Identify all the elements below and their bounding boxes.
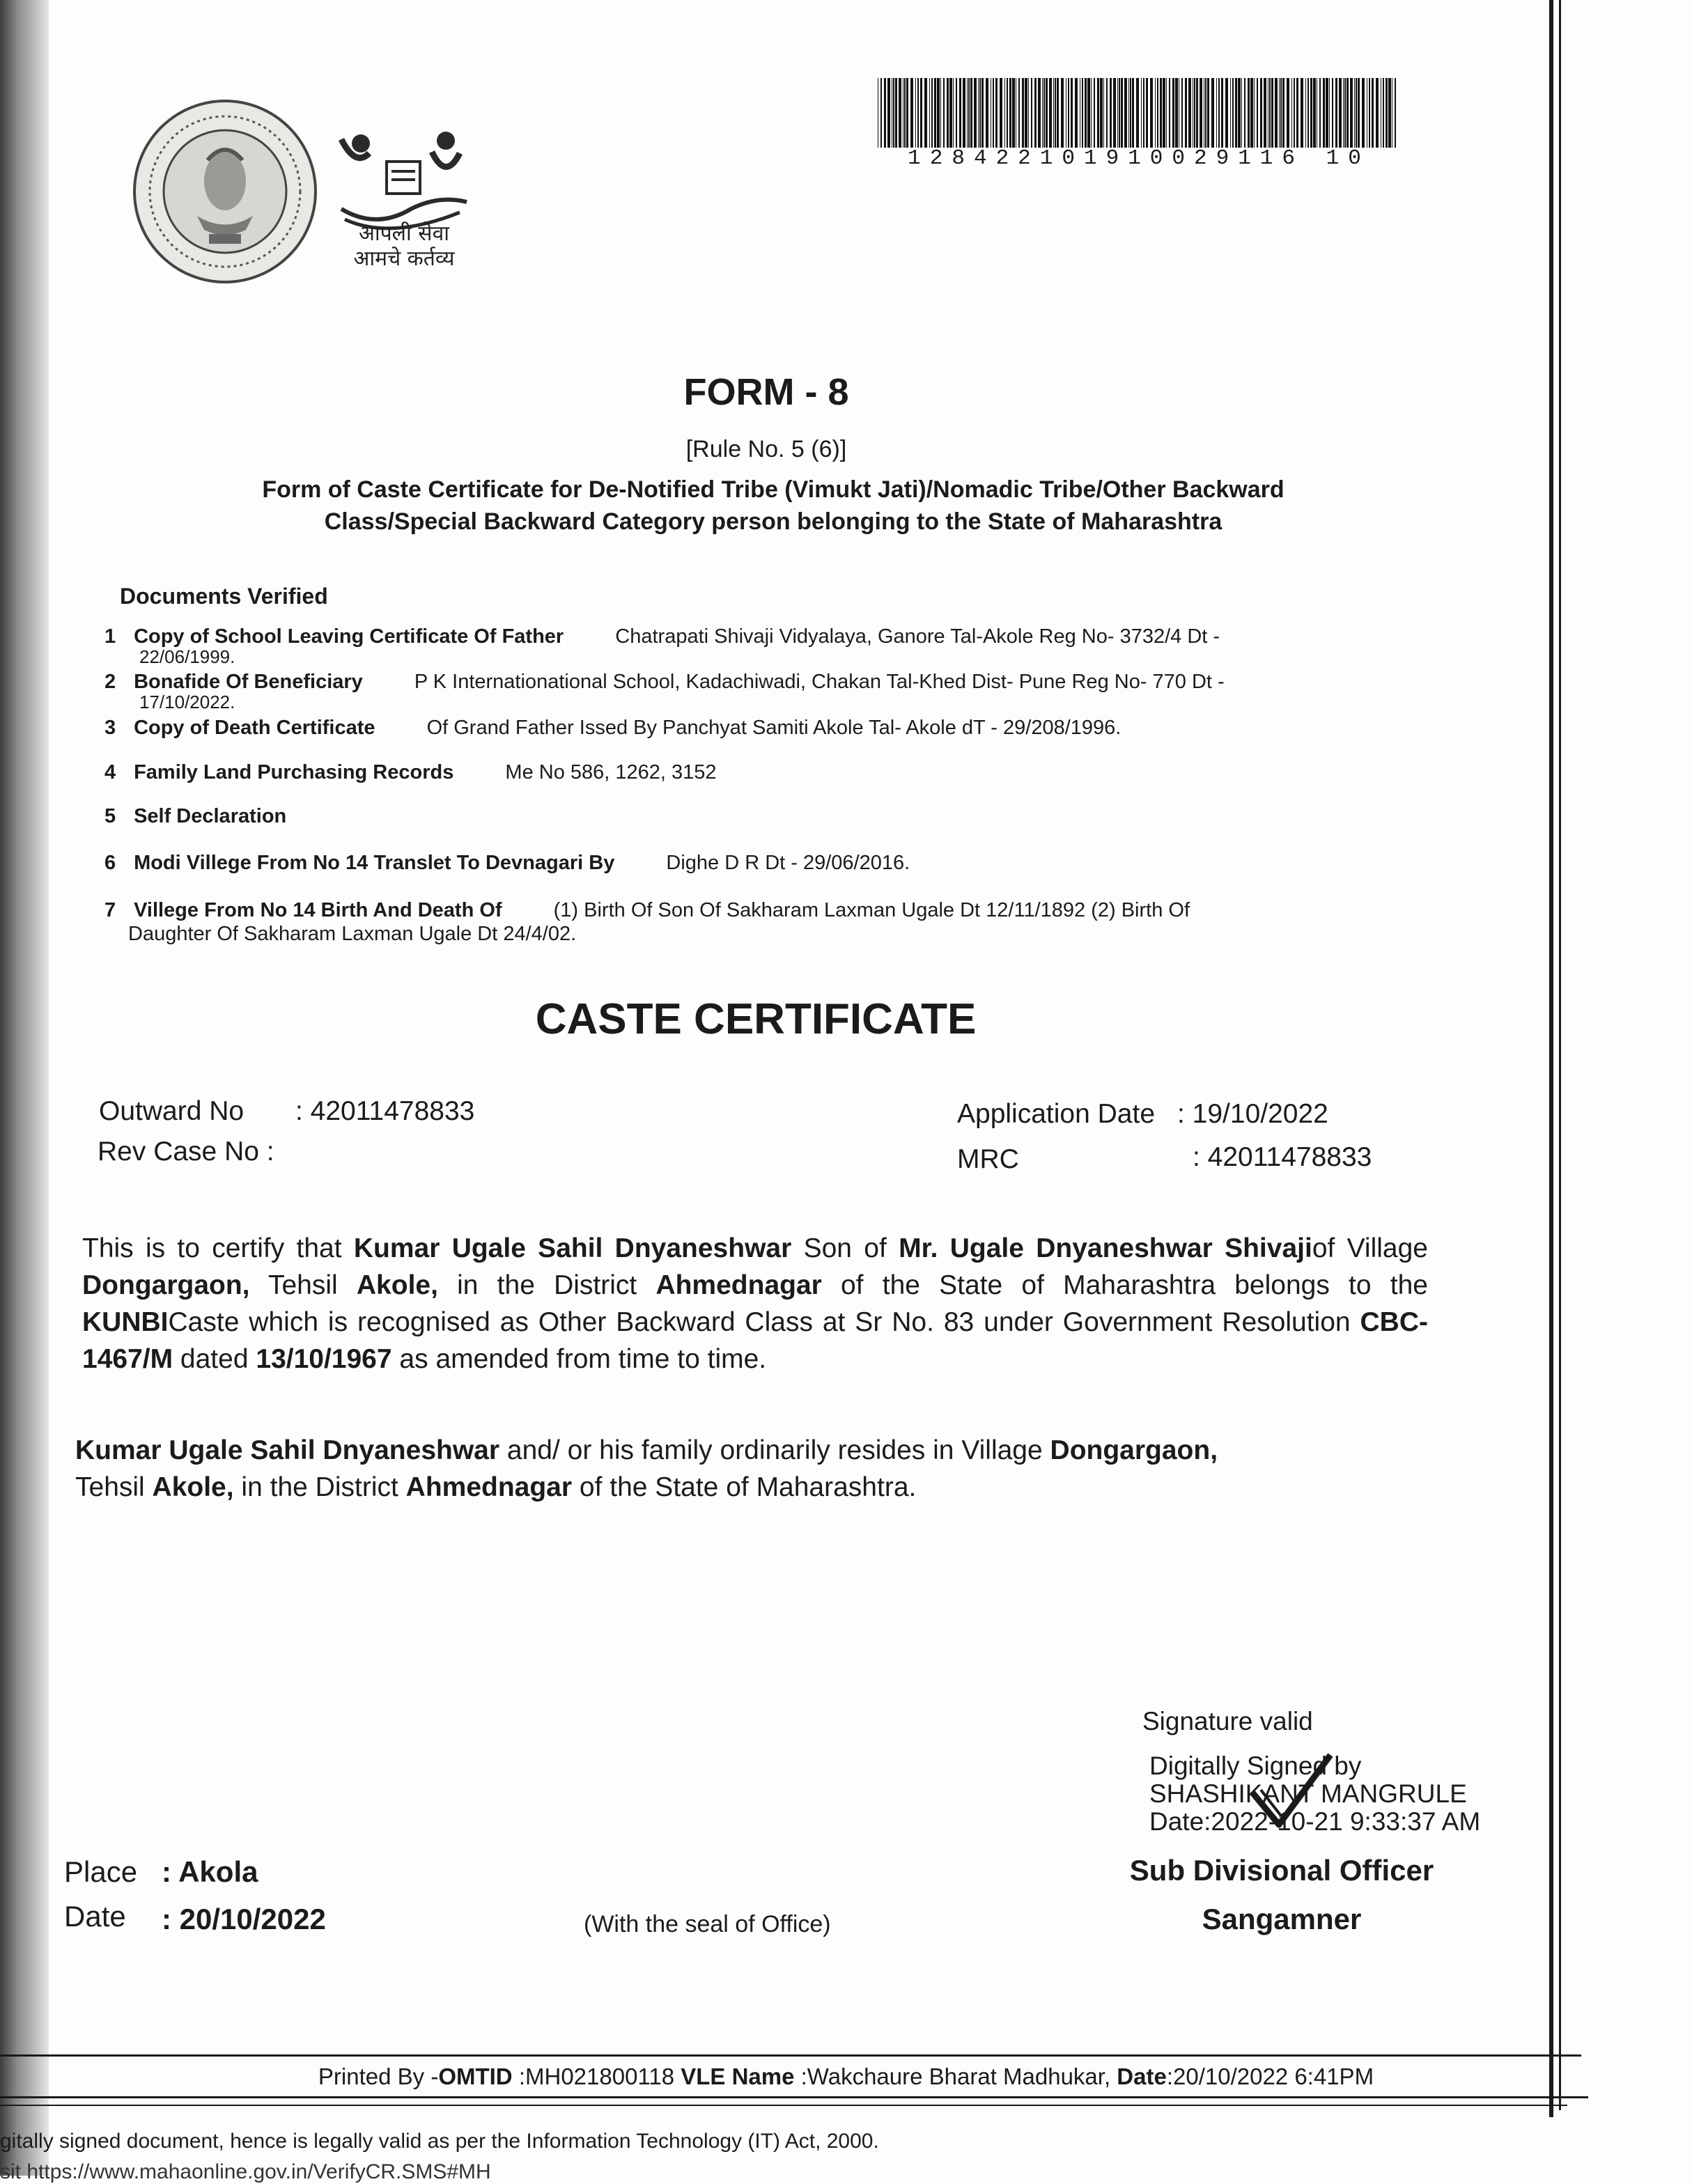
barcode-bar [1279,78,1280,148]
barcode-bar [1225,78,1228,148]
barcode-bar [1294,78,1295,148]
document-item [104,804,1400,828]
signature-line3: Date:2022-10-21 9:33:37 AM [1149,1807,1481,1836]
barcode-bar [1319,78,1321,148]
barcode-bar [1053,78,1054,148]
barcode-bar [940,78,941,148]
barcode-bar [978,78,979,148]
barcode-bar [1280,78,1282,148]
verification-link[interactable]: sit https://www.mahaonline.gov.in/VerifyCR.SMS#MH [0,2160,491,2183]
signature-valid: Signature valid [1142,1707,1313,1736]
barcode-bar [1350,78,1353,148]
barcode-bar [1157,78,1158,148]
omtid-label: OMTID [438,2064,513,2089]
text: of the State of Maharashtra. [572,1472,917,1502]
barcode-bar [1119,78,1120,148]
text: dated [173,1344,256,1374]
documents-heading: Documents Verified [120,584,328,609]
barcode-bar [1329,78,1330,148]
resolution-number: CBC-1467/M [82,1307,1428,1374]
barcode-bar [1194,78,1195,148]
doc-label: Bonafide Of Beneficiary [134,671,363,693]
barcode-bar [1332,78,1333,148]
seal-note: (With the seal of Office) [584,1911,831,1937]
resolution-date: 13/10/1967 [256,1344,392,1374]
barcode-bar [1386,78,1388,148]
village: Dongargaon, [1050,1435,1218,1465]
doc-number: 5 [104,805,116,827]
certificate-paragraph [82,1230,1428,1378]
barcode-bar [1068,78,1069,148]
text: This is to certify that [82,1233,354,1263]
barcode-bar [1282,78,1284,148]
barcode-bar [1132,78,1134,148]
barcode-bar [1143,78,1144,148]
barcode-bar [1218,78,1220,148]
barcode-bar [1163,78,1165,148]
father-name: Mr. Ugale Dnyaneshwar Shivaji [899,1233,1312,1263]
text: Tehsil [75,1472,153,1502]
barcode-bar [1043,78,1045,148]
barcode-bar [1248,78,1250,148]
barcode-bar [1343,78,1344,148]
barcode-bar [1007,78,1008,148]
doc-detail: Me No 586, 1262, 3152 [505,761,717,783]
tehsil: Akole, [356,1270,438,1300]
barcode-bar [1146,78,1148,148]
barcode-bar [1196,78,1198,148]
doc-detail: (1) Birth Of Son Of Sakharam Laxman Ugale Dt 12/11/1892 (2) Birth Of [553,899,1190,921]
barcode-bar [1100,78,1103,148]
barcode-bar [1323,78,1325,148]
date-value: : 20/10/2022 [162,1903,326,1935]
page-edge-shadow [0,0,49,2176]
barcode-bar [1301,78,1303,148]
barcode-bar [1160,78,1162,148]
caste: KUNBI [82,1307,169,1337]
doc-number: 2 [104,671,116,693]
barcode-bar [986,78,988,148]
barcode-bar [1216,78,1217,148]
barcode-bar [1042,78,1043,148]
barcode-bar [915,78,916,148]
text: as amended from time to time. [391,1344,767,1374]
officer-designation: Sub Divisional Officer [1129,1854,1434,1887]
barcode-bar [1150,78,1153,148]
barcode-bar [1000,78,1002,148]
barcode-bar [1221,78,1223,148]
barcode-bar [1009,78,1011,148]
barcode-bar [1260,78,1262,148]
barcode-bar [1354,78,1355,148]
text: in the District [233,1472,406,1502]
barcode-bar [1097,78,1099,148]
barcode-bar [1091,78,1092,148]
doc-number: 6 [104,852,116,874]
barcode-bar [953,78,954,148]
barcode-bar [1055,78,1056,148]
document-item [104,670,1400,710]
mrc-label: MRC [957,1144,1019,1174]
barcode-bar [1376,78,1379,148]
barcode-bar [1257,78,1258,148]
form-description-line2: Class/Special Backward Category person belonging to the State of Maharashtra [324,508,1223,535]
barcode-bar [949,78,952,148]
doc-number: 7 [104,899,116,921]
barcode-bar [1264,78,1266,148]
barcode-bar [979,78,981,148]
barcode-bar [1358,78,1360,148]
barcode-number: 128422101910029116 10 [908,146,1370,171]
doc-detail-cont: Daughter Of Sakharam Laxman Ugale Dt 24/4/02. [128,923,577,945]
barcode-bar [1275,78,1278,148]
barcode-bar [967,78,968,148]
barcode-bar [1141,78,1142,148]
printed-date-value: :20/10/2022 6:41PM [1166,2064,1374,2089]
barcode-bar [1188,78,1191,148]
state-emblem-seal [131,98,319,286]
vle-value: :Wakchaure Bharat Madhukar, [794,2064,1117,2089]
barcode-bar [1241,78,1242,148]
barcode-bar [1200,78,1202,148]
barcode-bar [884,78,886,148]
barcode-bar [1232,78,1234,148]
printed-by-line [0,2064,1692,2090]
officer-office: Sangamner [1202,1903,1362,1935]
barcode-bar [1238,78,1241,148]
application-date-label: Application Date [957,1099,1156,1129]
beneficiary-name: Kumar Ugale Sahil Dnyaneshwar [75,1435,500,1465]
barcode-bar [1103,78,1104,148]
barcode-bar [1181,78,1183,148]
barcode-bar [1207,78,1209,148]
doc-number: 1 [104,625,116,648]
date-label: Date [64,1900,126,1933]
barcode-bar [1071,78,1073,148]
barcode-bar [1049,78,1052,148]
text: of Village [1312,1233,1428,1263]
outward-label: Outward No [99,1096,245,1126]
text: in the District [437,1270,656,1300]
barcode-bar [929,78,930,148]
doc-detail-cont: 17/10/2022. [139,692,235,712]
beneficiary-name: Kumar Ugale Sahil Dnyaneshwar [353,1233,792,1263]
barcode-bar [995,78,998,148]
omtid-value: :MH021800118 [512,2064,681,2089]
text: Caste which is recognised as Other Backward Class at Sr No. 83 under Government Resolution [168,1307,1360,1337]
doc-label: Family Land Purchasing Records [134,761,454,783]
barcode [878,78,1400,148]
barcode-bar [1346,78,1349,148]
form-title: FORM - 8 [683,371,849,413]
barcode-bar [931,78,933,148]
document-item [104,760,1400,784]
barcode-bar [1313,78,1316,148]
application-date-value: : 19/10/2022 [1177,1099,1328,1129]
barcode-bar [1307,78,1309,148]
signature-line2: SHASHIKANT MANGRULE [1149,1779,1467,1808]
barcode-bar [1169,78,1170,148]
barcode-bar [1388,78,1391,148]
barcode-bar [1085,78,1087,148]
barcode-bar [1031,78,1032,148]
barcode-bar [1124,78,1127,148]
logo-caption [327,221,481,272]
barcode-bar [1383,78,1384,148]
doc-detail-cont: 22/06/1999. [139,646,235,667]
text: Son of [791,1233,899,1263]
barcode-bar [1012,78,1015,148]
barcode-bar [1018,78,1020,148]
logo-caption-line1: आपली सेवा [358,221,450,246]
signature-valid-check-icon [1245,1749,1336,1833]
text: and/ or his family ordinarily resides in Village [499,1435,1050,1465]
barcode-bar [1025,78,1027,148]
rule-number: [Rule No. 5 (6)] [685,436,847,462]
barcode-bar [1094,78,1095,148]
barcode-bar [1369,78,1370,148]
barcode-bar [1372,78,1374,148]
district: Ahmednagar [655,1270,822,1300]
place-label: Place [64,1855,138,1888]
doc-label: Copy of School Leaving Certificate Of Father [134,625,564,648]
barcode-bar [1244,78,1245,148]
barcode-bar [1362,78,1365,148]
barcode-bar [1136,78,1139,148]
barcode-bar [1121,78,1123,148]
barcode-bar [934,78,936,148]
barcode-bar [1344,78,1346,148]
barcode-bar [1335,78,1337,148]
barcode-bar [993,78,994,148]
text: of the State of Maharashtra belongs to the [821,1270,1428,1300]
barcode-bar [1128,78,1129,148]
barcode-bar [1172,78,1174,148]
legal-validity-note: gitally signed document, hence is legally valid as per the Information Technology (IT) Act, 2000. [0,2130,879,2153]
rev-case-label: Rev Case No : [98,1137,274,1167]
barcode-bar [1022,78,1024,148]
barcode-bar [910,78,913,148]
barcode-bar [1110,78,1112,148]
barcode-bar [956,78,957,148]
doc-number: 4 [104,761,116,783]
barcode-bar [1254,78,1255,148]
signature-line1: Digitally Signed by [1149,1752,1362,1780]
barcode-bar [1230,78,1231,148]
barcode-bar [1113,78,1116,148]
border-line [1549,0,1553,2117]
barcode-bar [1057,78,1059,148]
barcode-bar [1235,78,1237,148]
barcode-bar [963,78,965,148]
doc-detail: Chatrapati Shivaji Vidyalaya, Ganore Tal-Akole Reg No- 3732/4 Dt - [615,625,1220,648]
doc-detail: Of Grand Father Issed By Panchyat Samiti Akole Tal- Akole dT - 29/208/1996. [426,717,1121,739]
barcode-bar [924,78,927,148]
barcode-bar [1356,78,1357,148]
barcode-bar [1130,78,1131,148]
barcode-bar [937,78,940,148]
barcode-bar [943,78,945,148]
barcode-bar [1038,78,1041,148]
barcode-bar [906,78,908,148]
village: Dongargaon, [82,1270,250,1300]
tehsil: Akole, [152,1472,234,1502]
doc-detail: Dighe D R Dt - 29/06/2016. [666,852,910,874]
barcode-bar [970,78,972,148]
barcode-bar [1082,78,1083,148]
mrc-value: : 42011478833 [1193,1142,1372,1172]
barcode-bar [1287,78,1289,148]
document-item [104,851,1400,875]
barcode-bar [1034,78,1037,148]
barcode-bar [1087,78,1090,148]
barcode-bar [1326,78,1328,148]
place-value: : Akola [162,1855,258,1888]
barcode-bar [1046,78,1048,148]
doc-number: 3 [104,717,116,739]
barcode-bar [1075,78,1078,148]
barcode-bar [880,78,882,148]
barcode-bar [1291,78,1292,148]
barcode-bar [1106,78,1108,148]
barcode-bar [1250,78,1253,148]
barcode-bar [1305,78,1306,148]
logo-caption-line2: आमचे कर्तव्य [353,247,455,271]
barcode-bar [1155,78,1156,148]
barcode-bar [947,78,949,148]
border-line [1559,0,1561,2110]
barcode-bar [893,78,894,148]
doc-detail: P K Internationational School, Kadachiwadi, Chakan Tal-Khed Dist- Pune Reg No- 770 Dt - [414,671,1225,693]
barcode-bar [1185,78,1187,148]
barcode-bar [920,78,922,148]
barcode-bar [1205,78,1206,148]
district: Ahmednagar [405,1472,573,1502]
document-item [104,625,1400,665]
document-item [104,716,1400,740]
doc-label: Copy of Death Certificate [134,717,375,739]
divider [0,2054,1581,2057]
barcode-bar [1211,78,1214,148]
barcode-bar [895,78,897,148]
barcode-bar [1395,78,1396,148]
barcode-bar [1339,78,1342,148]
barcode-bar [1166,78,1167,148]
barcode-bar [959,78,961,148]
residence-paragraph [75,1432,1434,1506]
barcode-bar [1296,78,1298,148]
barcode-bar [1004,78,1005,148]
barcode-bar [981,78,984,148]
form-description-line1: Form of Caste Certificate for De-Notified Tribe (Vimukt Jati)/Nomadic Tribe/Other Backward [262,476,1284,503]
doc-label: Modi Villege From No 14 Translet To Devnagari By [134,852,615,874]
doc-label: Villege From No 14 Birth And Death Of [134,899,502,921]
printed-date-label: Date [1117,2064,1167,2089]
barcode-bar [1028,78,1029,148]
document-item [104,898,1400,946]
barcode-bar [917,78,919,148]
divider [0,2096,1588,2098]
barcode-bar [974,78,977,148]
barcode-bar [1061,78,1064,148]
form-description [125,474,1421,538]
barcode-bar [1117,78,1118,148]
outward-value: : 42011478833 [295,1096,475,1126]
text: Tehsil [249,1270,357,1300]
barcode-bar [1175,78,1178,148]
barcode-bar [904,78,906,148]
divider [0,2105,1567,2106]
barcode-bar [1310,78,1312,148]
printed-prefix: Printed By - [318,2064,439,2089]
barcode-bar [968,78,970,148]
barcode-bar [899,78,901,148]
vle-label: VLE Name [681,2064,795,2089]
barcode-bar [1269,78,1271,148]
barcode-bar [1271,78,1273,148]
doc-label: Self Declaration [134,805,287,827]
barcode-bar [887,78,890,148]
certificate-title: CASTE CERTIFICATE [535,995,977,1043]
